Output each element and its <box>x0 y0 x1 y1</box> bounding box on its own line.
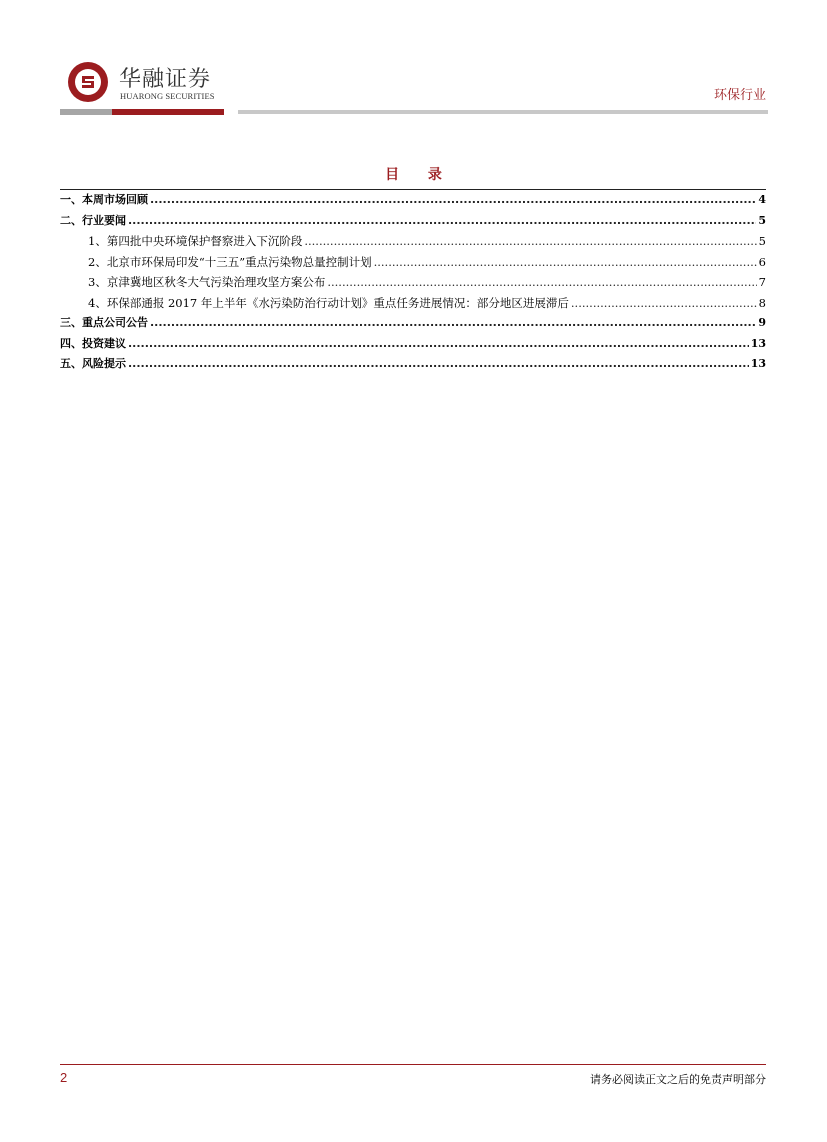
toc-entry-label: 4、环保部通报 2017 年上半年《水污染防治行动计划》重点任务进展情况：部分地区进展滞后 <box>88 295 569 310</box>
toc-entry[interactable] <box>60 354 766 375</box>
toc-leader-dots <box>304 231 756 252</box>
toc-entry-label: 2、北京市环保局印发“十三五”重点污染物总量控制计划 <box>88 254 372 269</box>
toc-entry-page: 4 <box>758 193 766 206</box>
toc-entry-label: 五、风险提示 <box>60 357 126 370</box>
toc-entry-label: 四、投资建议 <box>60 336 126 350</box>
toc-leader-dots <box>128 334 749 355</box>
header-bar-right <box>238 110 768 114</box>
header-bar-accent <box>112 109 224 115</box>
toc-entry-page: 7 <box>758 275 766 289</box>
toc-entry-page: 13 <box>750 336 766 350</box>
toc-leader-dots <box>374 252 757 273</box>
toc-subentry[interactable] <box>60 231 766 252</box>
toc-entry-page: 5 <box>758 234 766 248</box>
toc-entry-label: 1、第四批中央环境保护督察进入下沉阶段 <box>88 234 303 248</box>
toc-leader-dots <box>571 293 757 314</box>
toc-subentry[interactable] <box>60 252 766 273</box>
toc-entry-page: 13 <box>750 357 766 370</box>
toc-entry-label: 3、京津冀地区秋冬大气污染治理攻坚方案公布 <box>88 275 326 289</box>
toc-leader-dots <box>150 313 756 334</box>
toc-entry-page: 6 <box>758 254 766 269</box>
toc-entry[interactable] <box>60 334 766 355</box>
toc-subentry[interactable] <box>60 272 766 293</box>
toc-entry-page: 5 <box>758 213 766 227</box>
huarong-logo-icon <box>68 62 108 102</box>
industry-label: 环保行业 <box>713 88 766 103</box>
toc-subentry[interactable] <box>60 293 766 314</box>
brand-name-cn: 华融证券 <box>119 67 212 92</box>
toc-leader-dots <box>327 272 756 293</box>
toc-entry[interactable] <box>60 211 766 232</box>
toc-entry[interactable] <box>60 313 766 334</box>
brand-name-en: HUARONG SECURITIES <box>120 91 215 101</box>
toc-entry-label: 二、行业要闻 <box>60 213 126 227</box>
toc-entry-label: 三、重点公司公告 <box>60 316 148 329</box>
footer-divider <box>60 1064 766 1065</box>
toc-entry-page: 9 <box>758 316 766 329</box>
toc-leader-dots <box>150 190 756 211</box>
table-of-contents <box>60 189 766 375</box>
page-number: 2 <box>60 1070 68 1085</box>
toc-title: 目 录 <box>385 167 454 183</box>
toc-entry-label: 一、本周市场回顾 <box>60 193 148 206</box>
toc-leader-dots <box>128 211 756 232</box>
toc-entry[interactable] <box>60 190 766 211</box>
toc-entry-page: 8 <box>758 295 766 310</box>
toc-leader-dots <box>128 354 749 375</box>
footer-disclaimer: 请务必阅读正文之后的免责声明部分 <box>590 1073 766 1086</box>
